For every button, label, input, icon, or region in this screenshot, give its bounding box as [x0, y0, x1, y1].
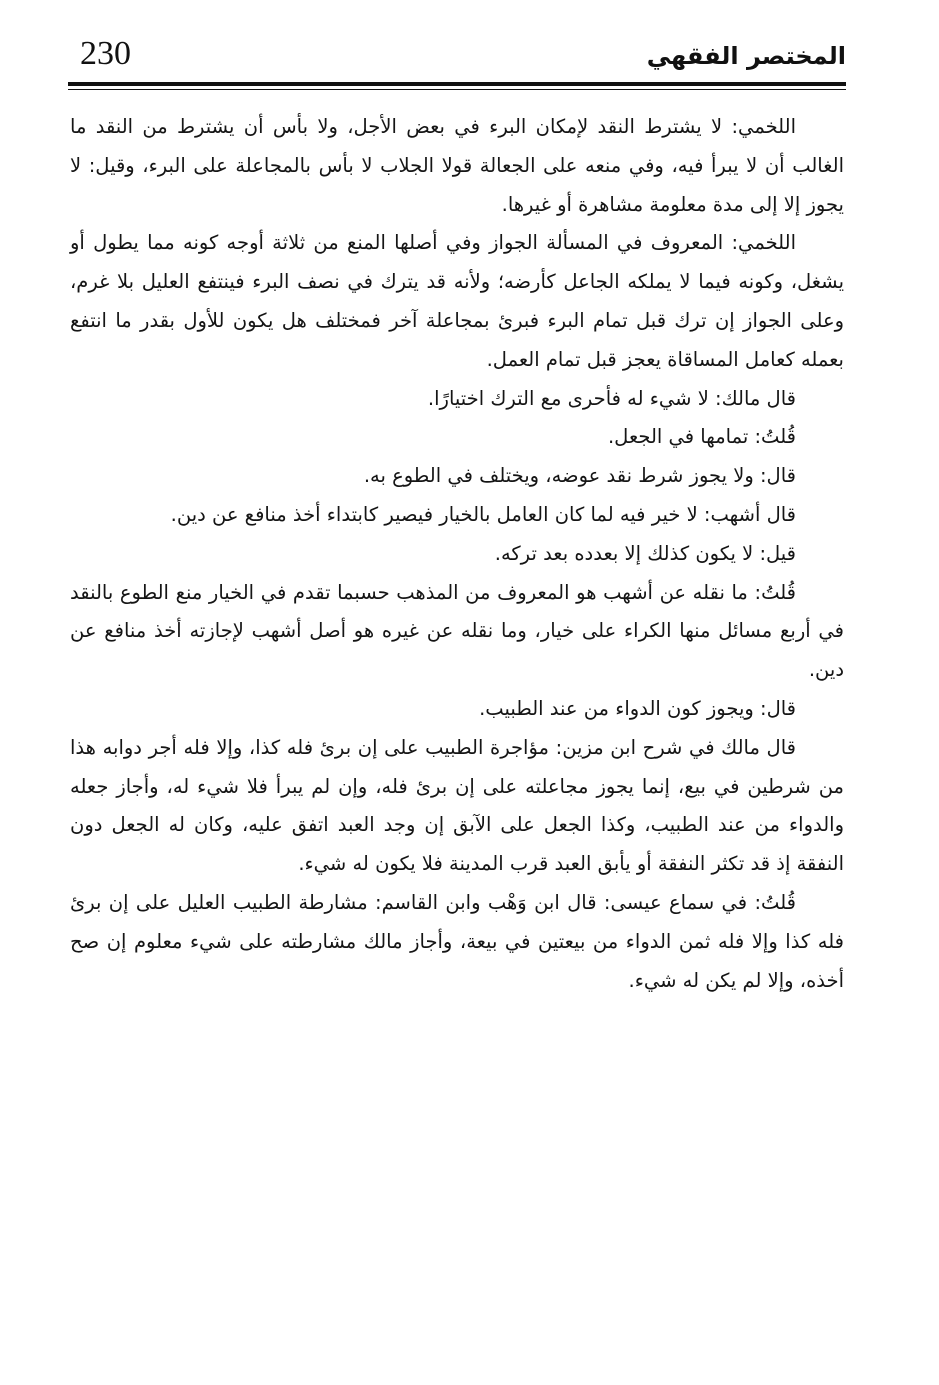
running-title: المختصر الفقهي — [646, 42, 846, 70]
paragraph: قيل: لا يكون كذلك إلا بعدده بعد تركه. — [494, 541, 796, 565]
paragraph: اللخمي: المعروف في المسألة الجواز وفي أصلها المنع من ثلاثة أوجه كونه مما يطول أو يشغل، وكونه فيما لا يملكه الجاعل كأرضه؛ ولأنه قد يترك في نصف البرء فينتفع العليل بلا غرم، وعلى الجواز إن ترك قبل تمام البرء فبرئ بمجاعلة آخر فمختلف هل يكون للأول بقدر ما انتفع بعمله كعامل المساقاة يعجز قبل تمام العمل. — [70, 231, 844, 371]
paragraph: قُلتُ: ما نقله عن أشهب هو المعروف من المذهب حسبما تقدم في الخيار منع الطوع بالنقد في أربع مسائل منها الكراء على خيار، وما نقله عن غيره هو أصل أشهب لإجازته أخذ منافع عن دين. — [70, 580, 844, 682]
paragraph: قال أشهب: لا خير فيه لما كان العامل بالخيار فيصير كابتداء أخذ منافع عن دين. — [170, 502, 796, 526]
paragraph: قال مالك: لا شيء له فأحرى مع الترك اختيارًا. — [427, 386, 796, 410]
paragraph: قُلتُ: تمامها في الجعل. — [607, 425, 796, 449]
paragraph: قال: ولا يجوز شرط نقد عوضه، ويختلف في الطوع به. — [363, 464, 796, 488]
paragraph: اللخمي: لا يشترط النقد لإمكان البرء في بعض الأجل، ولا بأس أن يشترط من النقد ما الغالب أن لا يبرأ فيه، وفي منعه على الجعالة قولا الجلاب لا بأس بالمجاعلة على البرء، وقيل: لا يجوز إلا إلى مدة معلومة مشاهرة أو غيرها. — [70, 115, 844, 216]
header-rule-thick — [68, 82, 846, 86]
paragraph: قال مالك في شرح ابن مزين: مؤاجرة الطبيب على إن برئ فله كذا، وإلا فله أجر دوابه هذا من شرطين في بيع، إنما يجوز مجاعلته على إن برئ فله، وإن لم يبرأ فلا شيء له، وأجاز جعله والدواء من عند الطبيب، وكذا الجعل على الآبق إن وجد العبد اتفق عليه، وكان له الجعل دون النفقة إذ قد تكثر النفقة أو يأبق العبد قرب المدينة فلا يكون له شيء. — [70, 735, 844, 876]
header-rule-thin — [68, 89, 846, 90]
page-body — [70, 108, 844, 1338]
paragraph: قال: ويجوز كون الدواء من عند الطبيب. — [479, 696, 796, 720]
page-number: 230 — [80, 35, 131, 72]
page-header — [68, 34, 846, 94]
paragraph: قُلتُ: في سماع عيسى: قال ابن وَهْب وابن القاسم: مشارطة الطبيب العليل على إن برئ فله كذا وإلا فله ثمن الدواء من بيعتين في بيعة، وأجاز مالك مشارطته على شيء معلوم إن صح أخذه، وإلا لم يكن له شيء. — [70, 890, 844, 992]
